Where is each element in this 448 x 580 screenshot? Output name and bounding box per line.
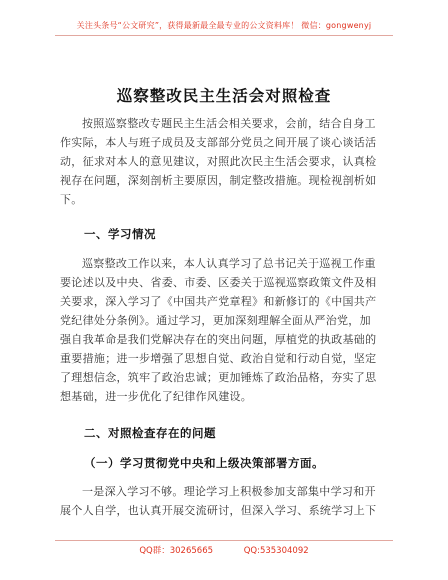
decisions-line: 展个人自学，也认真开展交流研讨，但深入学习、系统学习上下 [60,504,377,517]
subsection-heading-decisions: （一）学习贯彻党中央和上级决策部署方面。 [84,456,324,470]
intro-line: 按照巡察整改专题民主生活会相关要求，会前，结合自身工 [82,117,376,130]
document-title: 巡察整改民主生活会对照检查 [116,87,332,105]
study-line: 强自我革命是我们党解决存在的突出问题，厚植党的执政基础的 [60,333,377,346]
intro-paragraph [60,114,392,209]
study-line: 想基础，进一步优化了纪律作风建设。 [60,390,253,403]
footer-qq-group: QQ群：30265665 [139,546,214,556]
footer-divider [55,540,393,541]
study-line: 重要措施；进一步增强了思想自觉、政治自觉和行动自觉，坚定 [60,352,377,365]
top-banner: 关注头条号“公文研究”，获得最新最全最专业的公文资料库！ 微信：gongwenyj [76,21,372,30]
study-line: 要论述以及中央、省委、市委、区委关于巡视巡察政策文件及相 [60,276,377,289]
study-line: 了理想信念，筑牢了政治忠诚；更加锤炼了政治品格，夯实了思 [60,371,377,384]
study-line: 党纪律处分条例》。通过学习，更加深刻理解全面从严治党，加 [60,314,371,327]
top-divider [55,35,393,36]
section-heading-problems: 二、对照检查存在的问题 [84,426,216,440]
decisions-line: 一是深入学习不够。理论学习上积极参加支部集中学习和开 [82,485,376,498]
decisions-paragraph [60,482,392,520]
footer-qq: QQ:535304092 [243,546,309,556]
intro-line: 视存在问题，深刻剖析主要原因，制定整改措施。现检视剖析如 [60,174,377,187]
intro-line: 下。 [60,193,83,206]
study-paragraph [60,254,392,406]
section-heading-study: 一、学习情况 [84,227,156,241]
intro-line: 作实际，本人与班子成员及支部部分党员之间开展了谈心谈话活 [60,136,377,149]
footer-contact [0,544,448,556]
study-line: 巡察整改工作以来，本人认真学习了总书记关于巡视工作重 [82,257,376,270]
intro-line: 动，征求对本人的意见建议，对照此次民主生活会要求，认真检 [60,155,377,168]
study-line: 关要求，深入学习了《中国共产党章程》和新修订的《中国共产 [60,295,377,308]
